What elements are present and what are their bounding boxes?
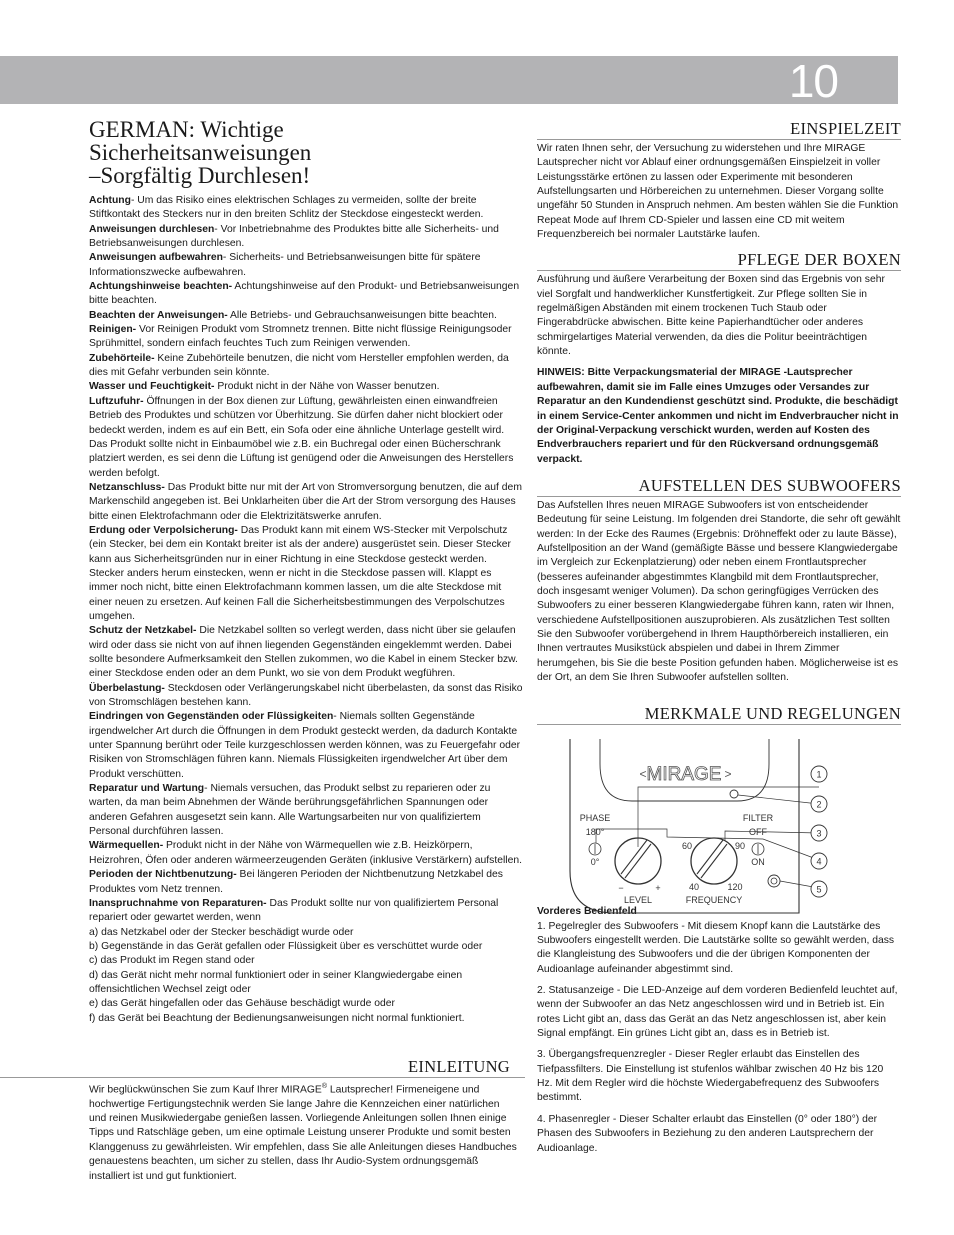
title-line: –Sorgfältig Durchlesen! — [89, 163, 311, 188]
status-led — [730, 790, 738, 798]
repair-list-item: c) das Produkt im Regen stand oder — [89, 955, 255, 967]
feature-item: 1. Pegelregler des Subwoofers - Mit diesem Knopf kann die Lautstärke des Subwoofers eingestellt werden. Die Lautstärke sollte so gewählt werden, dass die Klangleistung des Subwoofers und die der übrigen Komponenten der Audioanlage aufeinander abgestimmt sind. — [537, 920, 895, 975]
section-divider — [537, 496, 901, 497]
pflege-heading: PFLEGE DER BOXEN — [737, 250, 901, 270]
level-label: LEVEL — [623, 895, 653, 905]
input-jack — [768, 875, 780, 887]
level-minus: − — [618, 883, 624, 893]
feature-item: 2. Statusanzeige - Die LED-Anzeige auf dem vorderen Bedienfeld leuchtet auf, wenn der Subwoofer an das Netz angeschlossen wird und in Betrieb ist. Ein rotes Licht gibt an, dass das Gerät an das Netz angeschlossen ist, aber kein Signal empfängt. Ein grünes Licht gibt an, dass es in Betrieb ist. — [537, 985, 898, 1040]
safety-item-text: Vor Reinigen Produkt vom Stromnetz trennen. Bitte nicht flüssige Reinigungsoder Sprühmittel, sondern einfach feuchtes Tuch zum Reinigen verwenden. — [89, 324, 512, 350]
safety-item-term: Zubehörteile- — [89, 352, 155, 364]
safety-item — [89, 839, 523, 868]
safety-item-term: Netzanschluss- — [89, 481, 165, 493]
safety-item-text: Das Produkt sollte nur von qualifiziertem Personal repariert oder gewartet werden, wenn — [89, 897, 499, 924]
callout-number: 2 — [816, 799, 822, 810]
freq-120-label: 120 — [727, 882, 743, 892]
safety-item-text: Steckdosen oder Verlängerungskabel nicht überbelasten, da sonst das Risiko von Stromschlägen bestehen kann. — [89, 682, 523, 709]
freq-40-label: 40 — [688, 882, 700, 892]
page-header-bar — [0, 55, 898, 107]
brand-logo: MIRAGE — [646, 764, 722, 785]
safety-item — [89, 323, 523, 352]
safety-item-term: Anweisungen aufbewahren — [89, 252, 223, 264]
brand-bracket-left: < — [639, 767, 647, 781]
safety-item-term: Inanspruchnahme von Reparaturen- — [89, 897, 267, 909]
safety-item-term: Luftzufuhr- — [89, 395, 144, 407]
phase-label: PHASE — [579, 813, 611, 823]
safety-item — [89, 897, 523, 926]
safety-item-term: Eindringen von Gegenständen oder Flüssigkeiten — [89, 711, 334, 723]
safety-column — [89, 118, 523, 1026]
frequency-knob-ridge — [697, 840, 723, 874]
frequency-knob-ridge — [701, 844, 727, 878]
level-knob-ridge — [625, 844, 651, 878]
safety-item-text: Produkt nicht in der Nähe von Wärmequellen wie z.B. Heizkörpern, Heizrohren, Öfen oder anderen wärmeerzeugenden Geräten (inklusive Verstärkern) aufstellen. — [89, 840, 522, 866]
safety-item — [89, 223, 523, 252]
einleitung-text — [89, 1080, 519, 1184]
callout-line-3 — [725, 828, 822, 841]
safety-item — [89, 280, 523, 309]
aufstellen-heading: AUFSTELLEN DES SUBWOOFERS — [638, 475, 901, 495]
einleitung-text-b: Lautsprecher! Firmeneigene und hochwertige Fertigungstechnik werden Sie lange Jahre die Kennzeichen einer natürlichen und reinen Musikwiedergabe genießen lassen. Vorliegende Anleitungen sollen Ihnen einige Tipps und Ratschläge geben, um eine optimale Leistung unserer Produkte und somit besten Klanggenuss zu gewährleisten. Wir empfehlen, dass Sie alle Anleitungen dieses Handbuches genauestens beachten, um sicher zu stellen, dass Ihr Audio-System ordnungsgemäß installiert ist und gut funktioniert. — [89, 1084, 517, 1182]
repair-list-item: a) das Netzkabel oder der Stecker beschädigt wurde oder — [89, 926, 354, 938]
section-divider — [537, 724, 901, 725]
pflege-hinweis: HINWEIS: Bitte Verpackungsmaterial der MIRAGE -Lautsprecher aufbewahren, damit sie im Falle eines Umzuges oder Versandes zur Reparatur an den Kundendienst geschützt sind. Produkte, die beschädigt in einem Service-Center ankommen und nicht im Endverbraucher nicht in der Original-Verpackung verschickt wurden, werden auf Kosten des Endverbrauchers repariert und für den Rückversand ordnungsgemäß verpackt. — [537, 367, 899, 465]
filter-label: FILTER — [742, 813, 774, 823]
callout-line-4 — [596, 828, 822, 860]
safety-item-term: Wasser und Feuchtigkeit- — [89, 381, 215, 393]
safety-item-term: Perioden der Nichtbenutzung- — [89, 869, 237, 881]
input-jack-inner — [771, 878, 777, 884]
pflege-text: Ausführung und äußere Verarbeitung der Boxen sind das Ergebnis von sehr viel Sorgfalt und handwerklicher Kunstfertigkeit. Zur Pflege sollten Sie in regelmäßigen Abständen mit einem trockenen Tuch Staub oder Fingerabdrücke abwischen. Bitte keine Papierhandtücher oder anderes schmirgelartiges Material verwenden, da dies die Politur beeinträchtigen könnte. — [537, 274, 885, 358]
einspielzeit-text: Wir raten Ihnen sehr, der Versuchung zu widerstehen und Ihre MIRAGE Lautsprecher nicht vor Ablauf einer ordnungsgemäßen Einspielzeit in voller Leistungsstärke ertönen zu lassen oder Experimente mit besonderen Aufstellungsarten und Hörbereichen zu unternehmen. Dieser Vorgang sollte ungefähr 50 Stunden in Anspruch nehmen. Am besten wählen Sie die Funktion Repeat Mode auf Ihrem CD-Spieler und lassen eine CD mit weitem Frequenzbereich bei normaler Lautstärke laufen. — [537, 143, 899, 241]
einleitung-heading: EINLEITUNG — [408, 1057, 510, 1076]
safety-item-text: - Niemals versuchen, das Produkt selbst zu reparieren oder zu warten, da man beim Abnehmen der Wände berührungsgefährlichen Spannungen oder anderen Gefahren ausgesetzt sein kann. Alle Wartungsarbeiten nur von qualifiziertem Personal durchführen lassen. — [89, 783, 491, 838]
safety-item-term: Überbelastung- — [89, 682, 165, 694]
safety-item — [89, 868, 523, 897]
safety-item-text: - Vor Inbetriebnahme des Produktes bitte alle Sicherheits- und Betriebsanweisungen durchlesen. — [89, 223, 499, 250]
page-number: 10 — [788, 55, 838, 107]
subwoofer-panel-diagram — [537, 729, 837, 919]
safety-item-text: Die Netzkabel sollten so verlegt werden, dass nicht über sie gelaufen wird oder dass sie nicht von auf ihnen liegenden Gegenständen eingeklemmt werden. Dabei sollte besondere Aufmerksamkeit den Stellen zukommen, wo die Kabel in einem Stecker bzw. einer Steckdose enden oder an dem Punkt, wo sie von dem Produkt wegführen. — [89, 625, 518, 680]
repair-list-item: e) das Gerät hingefallen oder das Gehäuse beschädigt wurde oder — [89, 998, 395, 1010]
safety-item-text: Achtungshinweise auf den Produkt- und Betriebsanweisungen bitte beachten. — [89, 281, 520, 307]
safety-item — [89, 309, 523, 323]
section-divider — [537, 139, 901, 140]
feature-item: 4. Phasenregler - Dieser Schalter erlaubt das Einstellen (0° oder 180°) der Phasen des Subwoofers in Beziehung zu den anderen Lautsprechern der Audioanlage. — [537, 1113, 878, 1154]
safety-item — [89, 194, 523, 223]
freq-90-label: 90 — [734, 841, 746, 851]
callout-line-2 — [738, 795, 819, 804]
callout-number: 1 — [816, 769, 822, 780]
safety-item — [89, 624, 523, 681]
safety-item-text: - Sicherheits- und Betriebsanweisungen bitte für spätere Informationszwecke aufbewahren. — [89, 252, 481, 278]
callout-number: 5 — [816, 884, 822, 895]
filter-on-label: ON — [751, 857, 765, 867]
merkmale-heading: MERKMALE UND REGELUNGEN — [644, 704, 901, 724]
safety-item-text: Das Produkt bitte nur mit der Art von Stromversorgung benutzen, die auf dem Markenschild angegeben ist. Bei Unklarheiten über die Art der Strom versorgung des Hauses bitte einen Elektrofachmann oder die Elektrizitätswerke anrufen. — [89, 481, 522, 522]
einspielzeit-heading: EINSPIELZEIT — [790, 119, 901, 138]
section-divider — [537, 270, 901, 271]
safety-item — [89, 481, 523, 524]
title-line: Sicherheitsanweisungen — [89, 140, 312, 165]
safety-item-text: Produkt nicht in der Nähe von Wasser benutzen. — [214, 381, 440, 393]
feature-item: 3. Übergangsfrequenzregler - Dieser Regler erlaubt das Einstellen des Tiefpassfilters. Die Einstellung ist stufenlos wählbar zwischen 40 Hz bis 120 Hz. Mit dem Regler wird die höchste Wiedergabefrequenz des Subwoofers bestimmt. — [537, 1049, 884, 1104]
safety-item-term: Anweisungen durchlesen — [89, 223, 215, 235]
filter-off-label: OFF — [749, 827, 767, 837]
repair-list-item: b) Gegenstände in das Gerät gefallen oder Flüssigkeit über es verschüttet wurde oder — [89, 940, 483, 952]
frequency-label: FREQUENCY — [685, 895, 743, 905]
callout-number: 3 — [816, 828, 822, 839]
safety-item-term: Schutz der Netzkabel- — [89, 625, 197, 637]
repair-list-item: f) das Gerät bei Beachtung der Bedienungsanweisungen nicht normal funktioniert. — [89, 1012, 465, 1024]
level-knob-ridge — [621, 840, 647, 874]
safety-item-text: Das Produkt kann mit einem WS-Stecker mit Verpolschutz (ein Stecker, bei dem ein Kontakt breiter ist als der andere) ausgerüstet sein. Dieser Stecker kann aus Sicherheitsgründen nur in einer Richtung in eine Steckdose gesteckt werden. Stecker anders herum einstecken, wenn er nicht in die Steckdose passen will. Klappt es immer noch nicht, bitte einen Elektrofachmann kommen lassen, um die alte Steckdose mit einer neuen zu ersetzen. Auf keinen Fall die Sicherheitsbestimmungen des Verpolschutzes umgehen. — [89, 524, 512, 622]
panel-subheading: Vorderes Bedienfeld — [537, 906, 637, 918]
safety-item-text: Öffnungen in der Box dienen zur Lüftung, gewährleisten einen einwandfreien Betrieb des Produktes und schützen vor Überhitzung. Sie dürfen daher nicht blockiert oder bedeckt werden, indem es auf ein Bett, ein Sofa oder eine ähnliche Unterlage gestellt wird. Das Produkt sollte nicht in Einbaumöbel wie z.B. ein Buchregal oder einen Bücherschrank platziert werden, es sei denn die Lüftung ist genügend oder die Anweisungen des Herstellers werden befolgt. — [89, 395, 514, 479]
safety-item-text: - Um das Risiko eines elektrischen Schlages zu vermeiden, sollte der breite Stiftkontakt des Steckers nur in den breiten Schlitz der Steckdose eingesteckt werden. — [89, 195, 484, 221]
safety-item — [89, 524, 523, 624]
phase-0-label: 0° — [590, 857, 600, 867]
safety-item-text: Alle Betriebs- und Gebrauchsanweisungen bitte beachten. — [227, 309, 497, 321]
repair-list-item: d) das Gerät nicht mehr normal funktioniert oder in seiner Klangwiedergabe einen offensichtlichen Wechsel zeigt oder — [89, 969, 463, 995]
safety-item — [89, 380, 523, 394]
safety-item — [89, 251, 523, 280]
page-title — [89, 118, 523, 187]
safety-item-text: Keine Zubehörteile benutzen, die nicht vom Hersteller empfohlen werden, da dies mit Gefahr verbunden sein könnte. — [89, 352, 509, 379]
level-plus: + — [655, 883, 661, 893]
callout-number: 4 — [816, 856, 822, 867]
registered-mark: ® — [321, 1083, 327, 1090]
safety-item-term: Erdung oder Verpolsicherung- — [89, 524, 238, 536]
einleitung-text-a: Wir beglückwünschen Sie zum Kauf Ihrer MIRAGE — [89, 1084, 322, 1096]
safety-item — [89, 682, 523, 711]
safety-item — [89, 710, 523, 782]
safety-item-term: Achtung — [89, 195, 131, 206]
safety-item-term: Achtungshinweise beachten- — [89, 281, 233, 293]
phase-180-label: 180° — [585, 827, 605, 837]
safety-item-term: Beachten der Anweisungen- — [89, 309, 228, 321]
brand-bracket-right: > — [724, 767, 732, 781]
safety-item-term: Wärmequellen- — [89, 840, 164, 852]
title-line: GERMAN: Wichtige — [89, 117, 284, 142]
safety-list — [89, 194, 523, 926]
safety-item — [89, 782, 523, 839]
safety-item-text: - Niemals sollten Gegenstände irgendwelcher Art durch die Öffnungen in dem Produkt gesteckt werden, da dadurch Kontakte unter Spannung berührt oder Teile kurzgeschlossen werden können, was zu Feuergefahr oder Risiken von Stromschlägen führen kann. Niemals Flüssigkeiten irgendwelcher Art über dem Produkt verschütten. — [89, 711, 521, 780]
safety-item-text: Bei längeren Perioden der Nichtbenutzung Netzkabel des Produktes vom Netz trennen. — [89, 869, 503, 895]
repair-list — [89, 926, 523, 1026]
safety-item — [89, 352, 523, 381]
safety-item — [89, 395, 523, 481]
info-column — [537, 120, 901, 1156]
section-divider — [0, 1077, 525, 1078]
aufstellen-text: Das Aufstellen Ihres neuen MIRAGE Subwoofers ist von entscheidender Bedeutung für seine Leistung. Im folgenden drei Standorte, die sehr oft gewählt werden: In der Ecke des Raumes (Ergebnis: Dröhneffekt oder zu laute Bässe), Aufstellposition an der Wand (gemäßigte Bässe und bessere Klangwiedergabe im Vergleich zur Eckenplatzierung) oder neben einem Frontlautsprecher (besseres aufeinander abgestimmtes Klangbild mit dem Frontlautsprecher, doch insgesamt weniger Volumen). Da schon geringfügiges Verrücken des Subwoofers zu einer besseren Klangwiedergabe führen kann, raten wir Ihnen, verschiedene Aufstellpositionen auszuprobieren. Als zusätzlichen Test sollten Sie den Subwoofer vorübergehend in Ihrem Haupthörbereich installieren, ein Ihnen vertrautes Musikstück abspielen und dabei in Ihrem Zimmer herumgehen, bis Sie die beste Position gefunden haben. Möglicherweise ist es der Ort, an dem Sie Ihren Subwoofer aufstellen sollten. — [537, 499, 901, 683]
safety-item-term: Reparatur und Wartung — [89, 783, 205, 795]
safety-item-term: Reinigen- — [89, 324, 137, 336]
freq-60-label: 60 — [681, 841, 693, 851]
